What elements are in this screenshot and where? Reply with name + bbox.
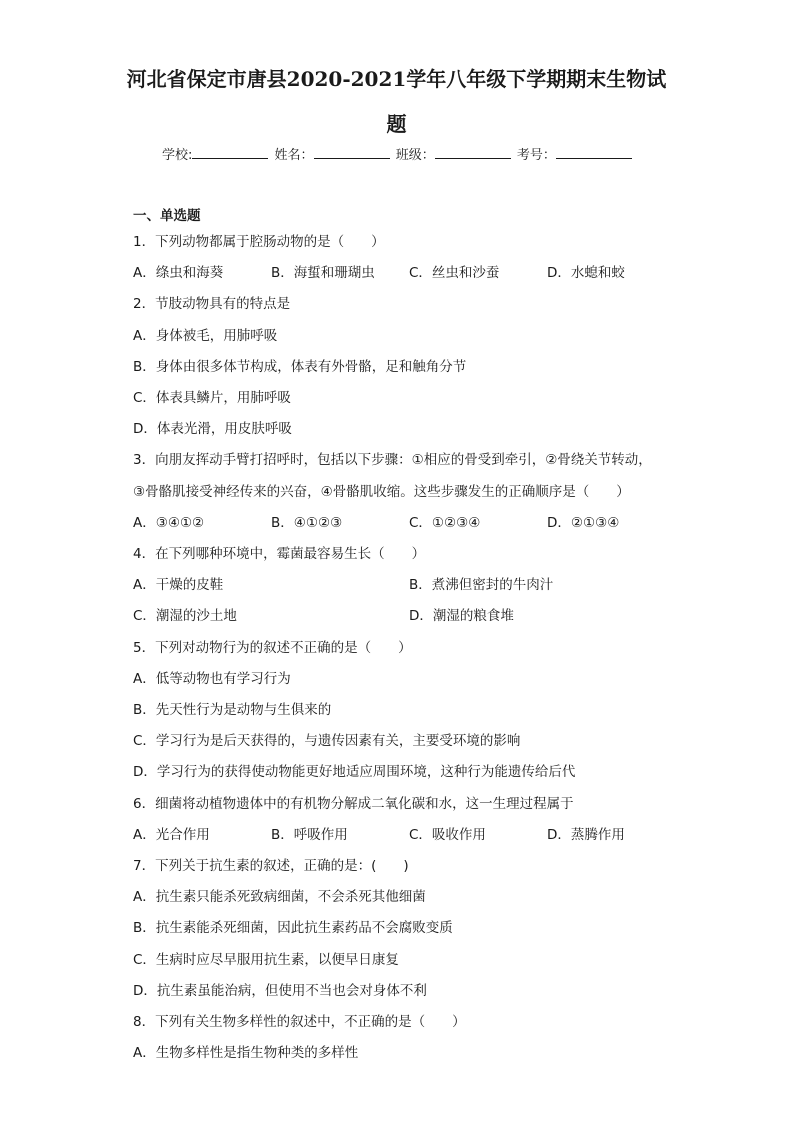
question-option: A．低等动物也有学习行为	[133, 671, 291, 687]
question-stem: 8．下列有关生物多样性的叙述中，不正确的是（ ）	[133, 1014, 466, 1030]
number-blank	[556, 144, 632, 159]
question-stem: 6．细菌将动植物遗体中的有机物分解成二氧化碳和水，这一生理过程属于	[133, 796, 574, 812]
question-stem: 1．下列动物都属于腔肠动物的是（ ）	[133, 234, 385, 250]
question-option: C．吸收作用	[409, 827, 486, 843]
question-option: B．④①②③	[271, 515, 343, 531]
question-stem-continued: ③骨骼肌接受神经传来的兴奋，④骨骼肌收缩。这些步骤发生的正确顺序是（ ）	[133, 484, 630, 500]
document-title-continued: 题	[386, 112, 407, 136]
question-option: C．潮湿的沙土地	[133, 608, 237, 624]
question-option: B．先天性行为是动物与生俱来的	[133, 702, 332, 718]
question-option: C．丝虫和沙蚕	[409, 265, 500, 281]
class-label: 班级：	[395, 148, 435, 163]
question-option: A．生物多样性是指生物种类的多样性	[133, 1045, 359, 1061]
question-option: C．①②③④	[409, 515, 481, 531]
question-option: D．体表光滑，用皮肤呼吸	[133, 421, 292, 437]
question-option: D．水螅和蛟	[547, 265, 625, 281]
section-title: 一、单选题	[133, 208, 201, 224]
question-option: B．抗生素能杀死细菌，因此抗生素药品不会腐败变质	[133, 920, 453, 936]
question-option: A．绦虫和海葵	[133, 265, 224, 281]
class-blank	[435, 144, 511, 159]
question-option: C．生病时应尽早服用抗生素，以便早日康复	[133, 952, 399, 968]
school-label: 学校:	[162, 148, 193, 163]
question-stem: 5．下列对动物行为的叙述不正确的是（ ）	[133, 640, 412, 656]
question-option: D．蒸腾作用	[547, 827, 625, 843]
question-option: A．光合作用	[133, 827, 210, 843]
name-blank	[314, 144, 390, 159]
question-stem: 7．下列关于抗生素的叙述，正确的是：( )	[133, 858, 409, 874]
question-option: D．②①③④	[547, 515, 620, 531]
number-label: 考号：	[516, 148, 556, 163]
question-option: D．学习行为的获得使动物能更好地适应周围环境，这种行为能遗传给后代	[133, 764, 576, 780]
question-option: A．③④①②	[133, 515, 205, 531]
question-option: B．煮沸但密封的牛肉汁	[409, 577, 554, 593]
question-option: A．身体被毛，用肺呼吸	[133, 328, 278, 344]
question-stem: 2．节肢动物具有的特点是	[133, 296, 291, 312]
question-option: B．海蜇和珊瑚虫	[271, 265, 375, 281]
question-option: B．呼吸作用	[271, 827, 348, 843]
question-stem: 3．向朋友挥动手臂打招呼时，包括以下步骤：①相应的骨受到牵引，②骨绕关节转动，	[133, 452, 652, 468]
question-option: A．干燥的皮鞋	[133, 577, 224, 593]
student-info-line	[162, 144, 634, 166]
question-option: B．身体由很多体节构成，体表有外骨骼，足和触角分节	[133, 359, 467, 375]
name-label: 姓名：	[274, 148, 314, 163]
question-option: C．学习行为是后天获得的，与遗传因素有关，主要受环境的影响	[133, 733, 521, 749]
question-option: A．抗生素只能杀死致病细菌，不会杀死其他细菌	[133, 889, 426, 905]
school-blank	[192, 144, 268, 159]
question-option: D．潮湿的粮食堆	[409, 608, 514, 624]
question-option: C．体表具鳞片，用肺呼吸	[133, 390, 291, 406]
document-title: 河北省保定市唐县2020-2021学年八年级下学期期末生物试	[126, 67, 667, 91]
question-stem: 4．在下列哪种环境中，霉菌最容易生长（ ）	[133, 546, 426, 562]
question-option: D．抗生素虽能治病，但使用不当也会对身体不利	[133, 983, 427, 999]
